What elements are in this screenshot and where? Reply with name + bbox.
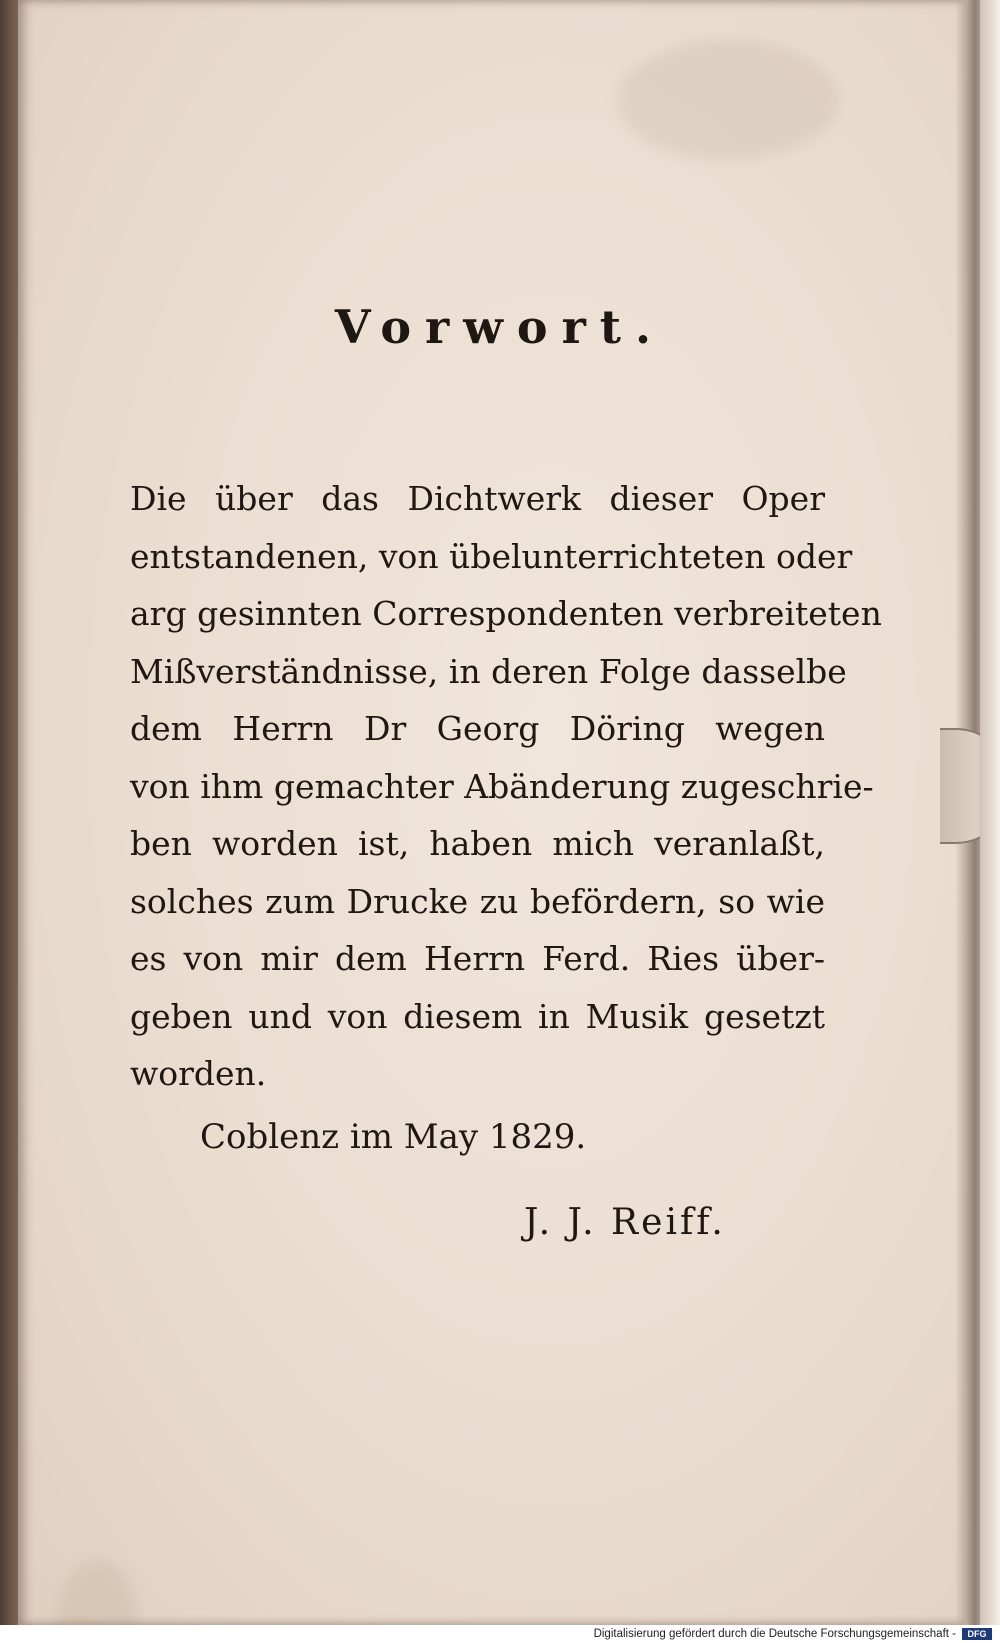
preface-body [130,470,882,1103]
page-title: Vorwort. [334,300,666,354]
body-line: dem Herrn Dr Georg Döring wegen [130,709,825,748]
body-line: geben und von diesem in Musik gesetzt [130,996,825,1036]
body-line: von ihm gemachter Abänderung zugeschrie- [130,766,874,806]
body-line: entstandenen, von übelunterrichteten oder [130,536,853,576]
body-line: ben worden ist, haben mich veranlaßt, [130,824,825,863]
dfg-logo: DFG [962,1628,992,1640]
body-line: Mißverständnisse, in deren Folge dasselbe [130,651,847,691]
digitization-footer [0,1625,1000,1643]
place-date: Coblenz im May 1829. [200,1117,587,1157]
paper-stain [618,40,838,160]
signature: J. J. Reiff. [524,1202,726,1243]
body-line: worden. [130,1054,267,1093]
body-line: arg gesinnten Correspondenten verbreiteten [130,594,882,633]
body-line: es von mir dem Herrn Ferd. Ries über- [130,939,825,978]
body-line: solches zum Drucke zu befördern, so wie [130,881,825,921]
body-line: Die über das Dichtwerk dieser Oper [130,479,825,518]
book-edge-right [980,0,1000,1625]
footer-credit: Digitalisierung gefördert durch die Deutsche Forschungsgemeinschaft - [593,1628,956,1640]
